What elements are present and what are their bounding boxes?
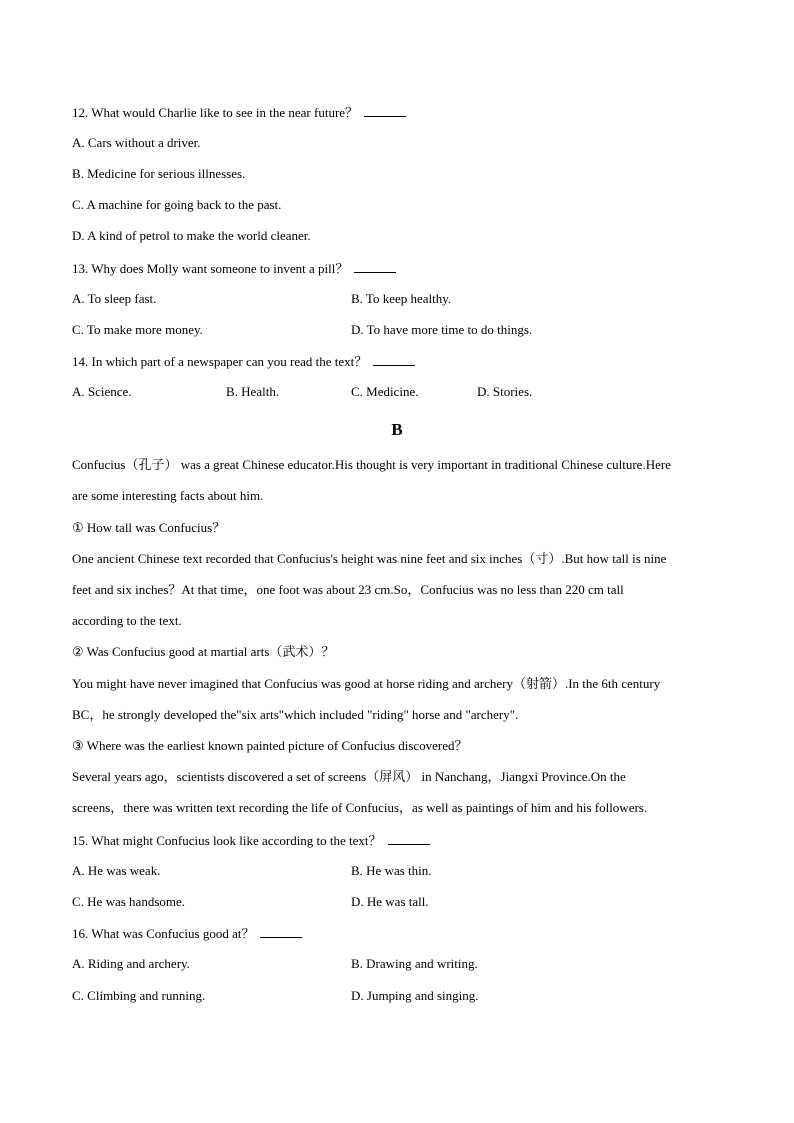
q12-option-b: B. Medicine for serious illnesses. [72,166,246,181]
question-15 [72,832,430,849]
answer-blank [388,832,430,845]
q13-option-b: B. To keep healthy. [351,291,452,306]
fact-line: Several years ago，scientists discovered a set of screens（屏风） in Nanchang，Jiangxi Province.On the [72,769,626,784]
question-text: 15. What might Confucius look like according to the text？ [72,833,382,848]
q15-option-d: D. He was tall. [351,894,429,909]
q12-option-c: C. A machine for going back to the past. [72,197,282,212]
passage-intro-line: are some interesting facts about him. [72,488,264,503]
section-heading: B [391,420,403,439]
fact-title: ① How tall was Confucius？ [72,520,226,535]
answer-blank [364,104,406,117]
fact-title: ② Was Confucius good at martial arts（武术）？ [72,644,335,659]
question-text: 12. What would Charlie like to see in the near future？ [72,105,359,120]
fact-line: You might have never imagined that Confucius was good at horse riding and archery（射箭）.In the 6th century [72,676,661,691]
q12-option-a: A. Cars without a driver. [72,135,201,150]
q13-option-c: C. To make more money. [72,322,203,337]
fact-line: One ancient Chinese text recorded that Confucius's height was nine feet and six inches（寸）.But how tall is nine [72,551,667,566]
q14-option-b: B. Health. [226,384,280,399]
question-text: 16. What was Confucius good at？ [72,926,255,941]
question-text: 13. Why does Molly want someone to invent a pill？ [72,261,349,276]
q14-option-c: C. Medicine. [351,384,419,399]
fact-line: according to the text. [72,613,182,628]
q15-option-b: B. He was thin. [351,863,432,878]
answer-blank [354,260,396,273]
q13-option-d: D. To have more time to do things. [351,322,533,337]
q14-option-a: A. Science. [72,384,132,399]
fact-line: feet and six inches？At that time，one foot was about 23 cm.So，Confucius was no less than 220 cm tall [72,582,624,597]
q15-option-c: C. He was handsome. [72,894,186,909]
passage-intro-line: Confucius（孔子） was a great Chinese educator.His thought is very important in traditional Chinese culture.Here [72,457,671,472]
q14-option-d: D. Stories. [477,384,533,399]
q15-option-a: A. He was weak. [72,863,161,878]
answer-blank [260,925,302,938]
q16-option-c: C. Climbing and running. [72,988,206,1003]
question-12 [72,104,406,121]
fact-title: ③ Where was the earliest known painted picture of Confucius discovered？ [72,738,468,753]
q12-option-d: D. A kind of petrol to make the world cleaner. [72,228,311,243]
answer-blank [373,353,415,366]
question-text: 14. In which part of a newspaper can you read the text？ [72,354,368,369]
q16-option-d: D. Jumping and singing. [351,988,479,1003]
q16-option-b: B. Drawing and writing. [351,956,478,971]
fact-line: BC，he strongly developed the"six arts"which included "riding" horse and "archery". [72,707,519,722]
fact-line: screens，there was written text recording the life of Confucius，as well as paintings of him and his followers. [72,800,648,815]
question-13 [72,260,396,277]
q13-option-a: A. To sleep fast. [72,291,157,306]
question-16 [72,925,302,942]
question-14 [72,353,415,370]
q16-option-a: A. Riding and archery. [72,956,190,971]
